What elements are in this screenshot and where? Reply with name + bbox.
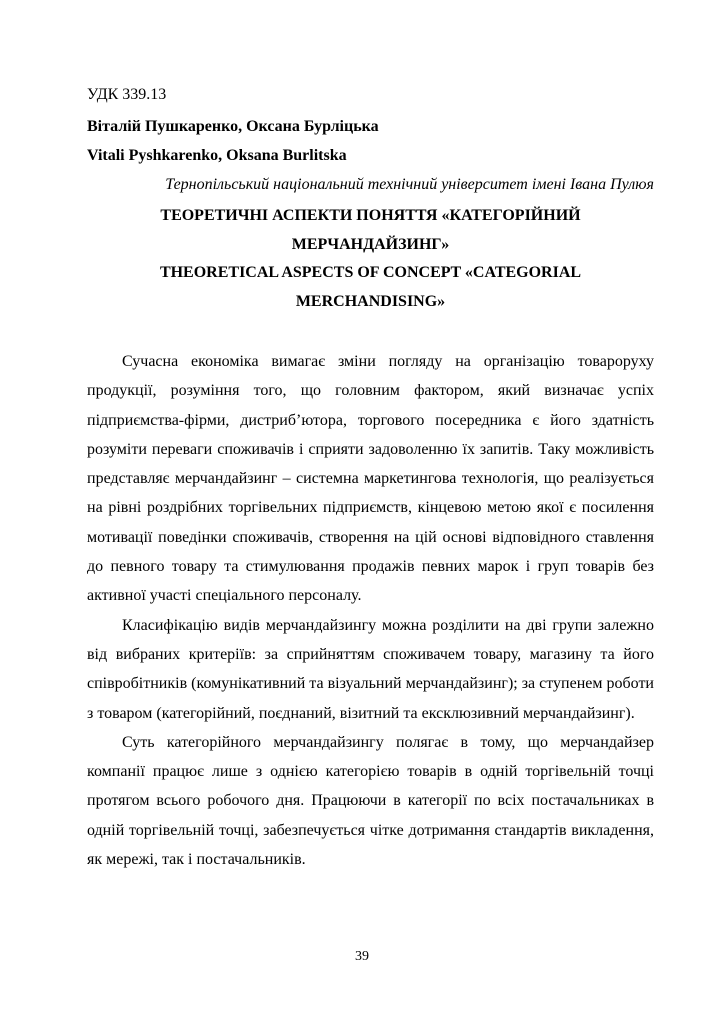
affiliation: Тернопільський національний технічний університет імені Івана Пулюя [165,176,654,193]
article-body [87,347,654,874]
udk-code: УДК 339.13 [87,86,167,103]
paragraph-2: Класифікацію видів мерчандайзингу можна розділити на дві групи залежно від вибраних критеріїв: за сприйняттям споживачем товару, магазину та його співробітників (комунікативний та візуальний мерчандайзинг); за ступенем роботи з товаром (категорійний, поєднаний, візитний та ексклюзивний мерчандайзинг). [87,616,654,722]
authors-ukrainian: Віталій Пушкаренко, Оксана Бурліцька [87,118,379,135]
authors-english: Vitali Pyshkarenko, Oksana Burlitska [87,147,347,164]
title-english: THEORETICAL ASPECTS OF CONCEPT «CATEGORIAL MERCHANDISING» [159,264,582,310]
paragraph-1: Сучасна економіка вимагає зміни погляду на організацію товароруху продукції, розуміння того, що головним фактором, який визначає успіх підприємства-фірми, дистриб’ютора, торгового посередника є його здатність розуміти переваги споживачів і сприяти задоволенню їх запитів. Таку можливість представляє мерчандайзинг – системна маркетингова технологія, що реалізується на рівні роздрібних торгівельних підприємств, кінцевою метою якої є посилення мотивації поведінки споживачів, створення на цій основі відповідного ставлення до певного товару та стимулювання продажів певних марок і груп товарів без активної участі спеціального персоналу. [87,353,654,605]
paragraph-3: Суть категорійного мерчандайзингу полягає в тому, що мерчандайзер компанії працює лише з однією категорією товарів в одній торгівельній точці протягом всього робочого дня. Працюючи в категорії по всіх постачальниках в одній торгівельній точці, забезпечується чітке дотримання стандартів викладення, як мережі, так і постачальників. [87,733,654,869]
title-ukrainian: ТЕОРЕТИЧНІ АСПЕКТИ ПОНЯТТЯ «КАТЕГОРІЙНИЙ МЕРЧАНДАЙЗИНГ» [160,207,581,253]
page-number: 39 [355,949,369,964]
